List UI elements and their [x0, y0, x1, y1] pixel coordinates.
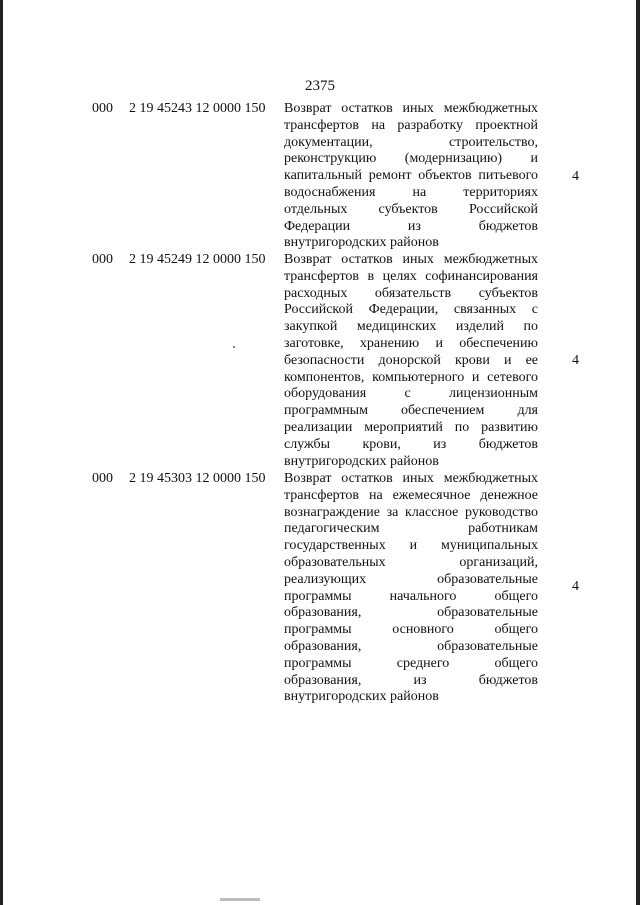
description-line: трансфертов в целях софинансирования	[284, 268, 538, 284]
description-line: образования, образовательные	[284, 605, 538, 621]
description-line: программы начального общего	[284, 588, 538, 604]
description-line: реализующих образовательные	[284, 571, 538, 587]
description-line: программы основного общего	[284, 622, 538, 638]
revenue-description	[284, 101, 538, 252]
description-line: педагогическим работникам	[284, 521, 538, 537]
admin-code: 000	[92, 471, 113, 486]
description-line: внутригородских районов	[284, 235, 439, 251]
budget-classification-code: 2 19 45303 12 0000 150	[129, 471, 266, 486]
revenue-description	[284, 252, 538, 470]
description-line: реконструкцию (модернизацию) и	[284, 151, 538, 167]
description-line: трансфертов на ежемесячное денежное	[284, 487, 538, 503]
description-line: компонентов, компьютерного и сетевого	[284, 369, 538, 385]
description-line: Российской Федерации, связанных с	[284, 302, 538, 318]
budget-classification-code: 2 19 45249 12 0000 150	[129, 252, 266, 267]
scan-speck	[233, 346, 235, 348]
description-line: образования, из бюджетов	[284, 672, 538, 688]
version-number: 4	[572, 169, 579, 184]
description-line: Федерации из бюджетов	[284, 218, 538, 234]
description-line: заготовке, хранению и обеспечению	[284, 335, 538, 351]
description-line: вознаграждение за классное руководство	[284, 504, 538, 520]
description-line: образования, образовательные	[284, 638, 538, 654]
description-line: отдельных субъектов Российской	[284, 201, 538, 217]
description-line: внутригородских районов	[284, 689, 439, 705]
budget-classification-code: 2 19 45243 12 0000 150	[129, 101, 266, 116]
description-line: Возврат остатков иных межбюджетных	[284, 252, 538, 267]
description-line: оборудования с лицензионным	[284, 386, 538, 402]
description-line: реализации мероприятий по развитию	[284, 419, 538, 435]
description-line: капитальный ремонт объектов питьевого	[284, 168, 538, 184]
admin-code: 000	[92, 101, 113, 116]
version-number: 4	[572, 579, 579, 594]
description-line: государственных и муниципальных	[284, 538, 538, 554]
description-line: безопасности донорской крови и ее	[284, 352, 538, 368]
description-line: службы крови, из бюджетов	[284, 436, 538, 452]
version-number: 4	[572, 353, 579, 368]
description-line: Возврат остатков иных межбюджетных	[284, 471, 538, 486]
description-line: Возврат остатков иных межбюджетных	[284, 101, 538, 116]
description-line: расходных обязательств субъектов	[284, 285, 538, 301]
scan-border-left	[0, 0, 3, 905]
page-number: 2375	[305, 78, 335, 94]
description-line: водоснабжения на территориях	[284, 184, 538, 200]
description-line: трансфертов на разработку проектной	[284, 117, 538, 133]
description-line: программы среднего общего	[284, 655, 538, 671]
revenue-description	[284, 471, 538, 706]
description-line: внутригородских районов	[284, 453, 439, 469]
description-line: образовательных организаций,	[284, 554, 538, 570]
admin-code: 000	[92, 252, 113, 267]
scan-border-right	[636, 0, 640, 905]
scan-artifact	[220, 898, 260, 901]
description-line: закупкой медицинских изделий по	[284, 319, 538, 335]
description-line: программным обеспечением для	[284, 403, 538, 419]
description-line: документации, строительство,	[284, 134, 538, 150]
